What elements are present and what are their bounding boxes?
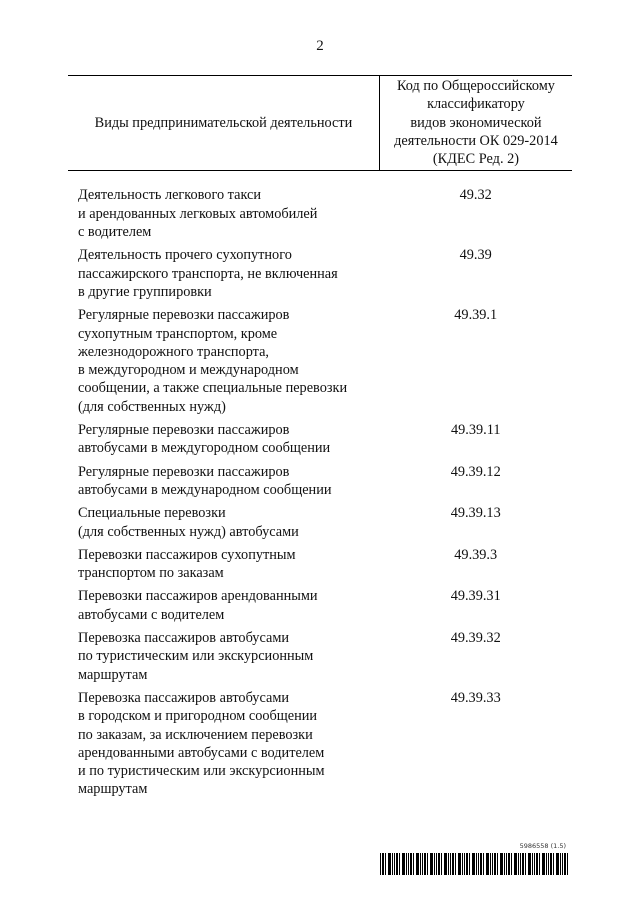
table-row: [68, 546, 572, 588]
activity-line: и арендованных легковых автомобилей: [78, 205, 318, 222]
activity-line: Регулярные перевозки пассажиров: [78, 463, 290, 480]
code-cell: 49.39.12: [450, 463, 501, 480]
activities-table: [68, 75, 572, 804]
code-cell: 49.39.31: [450, 588, 501, 605]
activity-line: по заказам, за исключением перевозки: [78, 726, 313, 743]
activity-line: железнодорожного транспорта,: [78, 343, 270, 360]
code-cell: 49.32: [459, 187, 492, 204]
table-row: [68, 629, 572, 689]
table-body: [68, 171, 572, 804]
activity-line: пассажирского транспорта, не включенная: [78, 265, 338, 282]
table-row: [68, 421, 572, 463]
activity-line: маршрутам: [78, 666, 148, 683]
header-code-line: видов экономической: [410, 114, 542, 131]
activity-cell: [68, 629, 379, 689]
activity-line: с водителем: [78, 224, 152, 241]
activity-cell: [68, 171, 379, 246]
activity-line: по туристическим или экскурсионным: [78, 648, 314, 665]
activity-line: сухопутным транспортом, кроме: [78, 325, 278, 342]
activity-cell: [68, 306, 379, 421]
header-code: [379, 76, 572, 171]
activity-cell: [68, 463, 379, 505]
activity-line: (для собственных нужд) автобусами: [78, 523, 299, 540]
barcode-block: [380, 842, 570, 878]
activity-line: в другие группировки: [78, 283, 212, 300]
activity-line: Перевозка пассажиров автобусами: [78, 630, 290, 647]
table-row: [68, 306, 572, 421]
barcode-caption: 5986558 (1.5): [519, 842, 566, 850]
activity-line: транспортом по заказам: [78, 565, 224, 582]
activity-line: Специальные перевозки: [78, 505, 226, 522]
code-cell: 49.39.11: [450, 422, 501, 439]
code-cell: 49.39.32: [450, 630, 501, 647]
activity-line: автобусами с водителем: [78, 606, 225, 623]
activity-line: Регулярные перевозки пассажиров: [78, 422, 290, 439]
activity-line: в междугородном и международном: [78, 362, 299, 379]
table-header: [68, 76, 572, 171]
activity-line: Перевозки пассажиров сухопутным: [78, 546, 296, 563]
activity-line: Перевозки пассажиров арендованными: [78, 588, 318, 605]
activity-line: Деятельность легкового такси: [78, 187, 262, 204]
activity-line: Перевозка пассажиров автобусами: [78, 689, 290, 706]
activity-cell: [68, 421, 379, 463]
code-cell: 49.39.33: [450, 689, 501, 706]
activity-line: арендованными автобусами с водителем: [78, 744, 325, 761]
header-code-line: Код по Общероссийскому: [396, 78, 555, 94]
table-row: [68, 171, 572, 246]
header-activity: Виды предпринимательской деятельности: [68, 76, 379, 171]
activity-line: в городском и пригородном сообщении: [78, 708, 318, 725]
activity-line: и по туристическим или экскурсионным: [78, 763, 325, 780]
table-row: [68, 246, 572, 306]
code-cell: 49.39: [459, 247, 492, 264]
header-row: [68, 76, 572, 171]
activity-cell: [68, 246, 379, 306]
activity-line: автобусами в международном сообщении: [78, 481, 332, 498]
activity-cell: [68, 504, 379, 546]
activity-line: Деятельность прочего сухопутного: [78, 247, 292, 264]
table-row: [68, 504, 572, 546]
activity-line: (для собственных нужд): [78, 398, 226, 415]
header-code-line: (КДЕС Ред. 2): [432, 151, 520, 168]
activity-cell: [68, 546, 379, 588]
activity-line: Регулярные перевозки пассажиров: [78, 307, 290, 324]
code-cell: 49.39.1: [454, 307, 498, 324]
activity-cell: [68, 587, 379, 629]
table-row: [68, 587, 572, 629]
code-cell: 49.39.13: [450, 505, 501, 522]
table-row: [68, 689, 572, 804]
header-code-line: деятельности ОК 029-2014: [394, 132, 558, 149]
page-number: 2: [316, 38, 324, 54]
header-code-line: классификатору: [427, 96, 525, 113]
activity-line: автобусами в междугородном сообщении: [78, 440, 331, 457]
barcode-image: [380, 853, 570, 875]
activity-line: сообщении, а также специальные перевозки: [78, 380, 348, 397]
activity-cell: [68, 689, 379, 804]
table-row: [68, 463, 572, 505]
code-cell: 49.39.3: [454, 546, 498, 563]
activity-line: маршрутам: [78, 781, 148, 798]
